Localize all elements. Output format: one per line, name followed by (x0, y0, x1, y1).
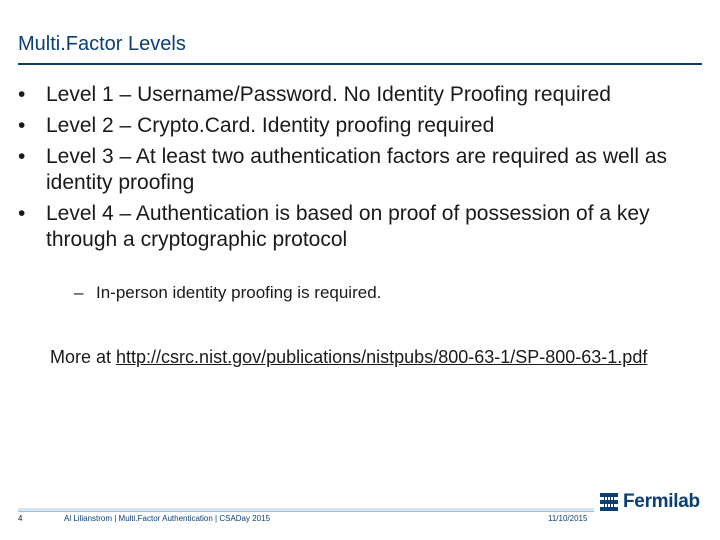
logo-text: Fermilab (623, 491, 700, 512)
bullet-item (18, 144, 708, 196)
fermilab-logo-icon (598, 491, 620, 513)
bullet-item (18, 201, 708, 253)
more-info (50, 345, 700, 370)
sub-bullet-mark: – (74, 283, 84, 302)
more-info-prefix: More at (50, 347, 117, 367)
nist-link[interactable]: http://csrc.nist.gov/publications/nistpubs/800-63-1/SP-800-63-1.pdf (116, 347, 648, 367)
sub-bullet-text: In-person identity proofing is required. (96, 283, 382, 302)
bullet-item (18, 82, 708, 108)
bullet-item (18, 113, 708, 139)
bullet-mark: • (18, 114, 26, 137)
bullet-text: Level 4 – Authentication is based on proof of possession of a key through a cryptographic protocol (46, 202, 650, 251)
fermilab-logo (598, 490, 700, 514)
footer-text: Al Lilianstrom | Multi.Factor Authentication | CSADay 2015 (64, 514, 271, 523)
bullet-text: Level 3 – At least two authentication factors are required as well as identity proofing (46, 145, 668, 194)
bullet-text: Level 1 – Username/Password. No Identity Proofing required (46, 83, 611, 106)
bullet-list (18, 82, 708, 258)
page-number: 4 (18, 514, 23, 523)
footer-date: 11/10/2015 (548, 514, 588, 523)
bullet-mark: • (18, 202, 26, 225)
slide-title: Multi.Factor Levels (18, 33, 186, 55)
bullet-mark: • (18, 145, 26, 168)
title-divider (18, 63, 702, 65)
sub-bullet-item (74, 282, 381, 304)
bullet-mark: • (18, 83, 26, 106)
bullet-text: Level 2 – Crypto.Card. Identity proofing required (46, 114, 495, 137)
footer-divider-line (18, 511, 594, 512)
